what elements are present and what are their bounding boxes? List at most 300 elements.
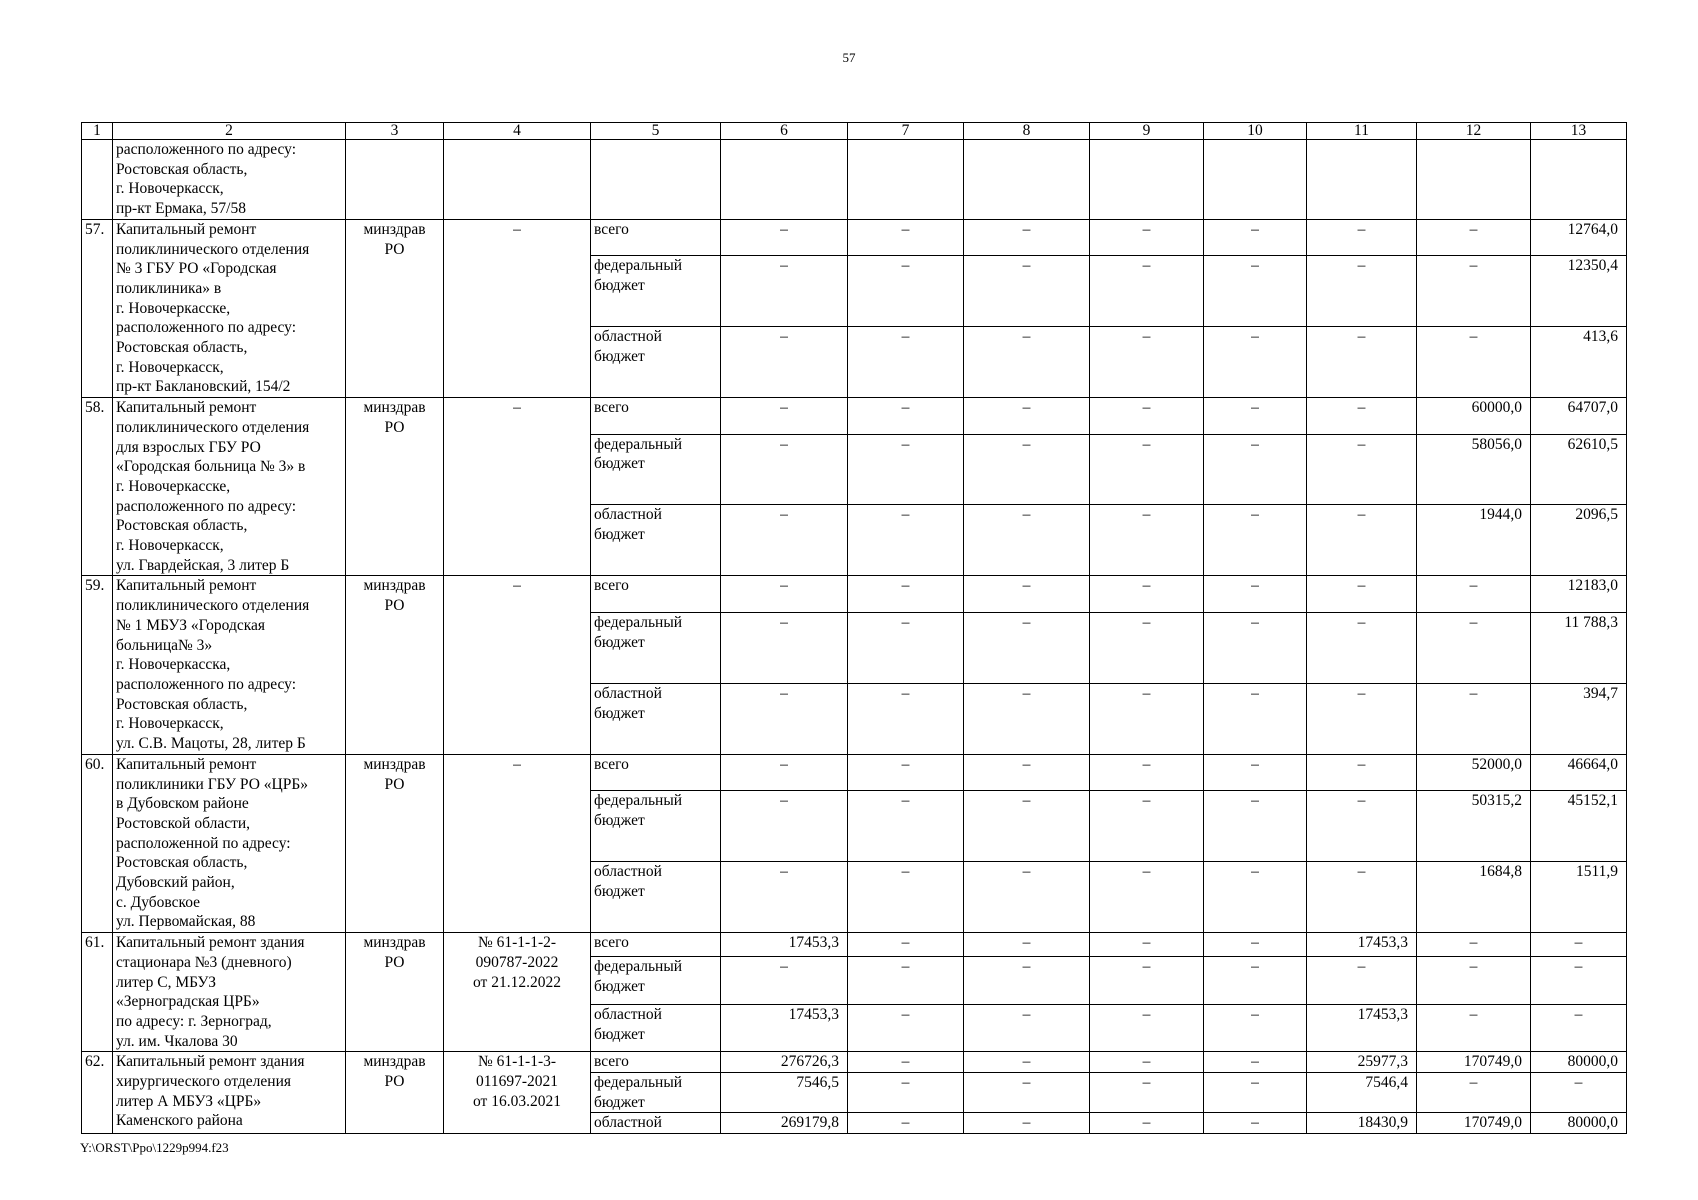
- amount-cell: –: [1090, 683, 1204, 754]
- document-cell: [444, 1052, 591, 1134]
- funding-source-line: всего: [594, 220, 629, 238]
- amount-cell: –: [1307, 576, 1417, 612]
- budget-table: [81, 122, 1627, 1134]
- funding-source-line: бюджет: [594, 704, 645, 722]
- amount-cell: –: [1417, 256, 1531, 327]
- document-line: 011697-2021: [475, 1073, 559, 1091]
- amount-cell: –: [1090, 434, 1204, 505]
- empty-cell: [444, 140, 591, 220]
- amount-cell: –: [721, 505, 848, 576]
- row-number-cell: 57.: [82, 219, 113, 397]
- amount-cell: –: [721, 957, 848, 1004]
- amount-cell: –: [1204, 1004, 1307, 1051]
- object-name-line: № 3 ГБУ РО «Городская: [116, 260, 277, 278]
- empty-cell: [1090, 140, 1204, 220]
- funding-source-cell: [591, 957, 721, 1004]
- amount-cell: 276726,3: [721, 1052, 848, 1073]
- responsible-cell: [346, 576, 444, 754]
- empty-cell: [848, 140, 964, 220]
- object-name-line: стационара №3 (дневного): [116, 953, 292, 971]
- object-name-cell: [113, 754, 346, 932]
- document-cell: [444, 933, 591, 1052]
- object-name-line: г. Новочеркасска,: [116, 656, 231, 674]
- amount-cell: –: [1307, 791, 1417, 862]
- funding-source-line: областной: [594, 863, 662, 881]
- amount-cell: –: [1204, 1113, 1307, 1134]
- funding-source-cell: [591, 754, 721, 790]
- amount-cell: –: [1204, 862, 1307, 933]
- amount-cell: 12764,0: [1531, 219, 1627, 255]
- object-name-line: Ростовская область,: [116, 339, 248, 357]
- funding-source-line: областной: [594, 1114, 662, 1132]
- amount-cell: –: [721, 862, 848, 933]
- header-cell: 9: [1090, 123, 1204, 140]
- row-number-cell: 58.: [82, 398, 113, 576]
- amount-cell: –: [1307, 398, 1417, 434]
- responsible-line: минздрав: [363, 577, 426, 595]
- responsible-cell: [346, 754, 444, 932]
- object-name-line: «Зерноградская ЦРБ»: [116, 993, 260, 1011]
- amount-cell: –: [848, 505, 964, 576]
- header-cell: 8: [964, 123, 1090, 140]
- amount-cell: –: [1090, 327, 1204, 398]
- amount-cell: –: [1417, 576, 1531, 612]
- funding-source-line: бюджет: [594, 347, 645, 365]
- object-name-line: Ростовской области,: [116, 814, 251, 832]
- amount-cell: –: [1204, 327, 1307, 398]
- header-cell: 3: [346, 123, 444, 140]
- empty-cell: [346, 140, 444, 220]
- amount-cell: –: [1090, 933, 1204, 957]
- amount-cell: –: [1090, 957, 1204, 1004]
- amount-cell: 394,7: [1531, 683, 1627, 754]
- responsible-cell: [346, 219, 444, 397]
- object-name-line: Дубовский район,: [116, 874, 235, 892]
- object-name-line: Ростовская область,: [116, 695, 248, 713]
- document-line: от 21.12.2022: [473, 973, 561, 991]
- amount-cell: –: [964, 957, 1090, 1004]
- amount-cell: –: [1204, 576, 1307, 612]
- document-line: от 16.03.2021: [473, 1092, 561, 1110]
- funding-source-line: всего: [594, 1053, 629, 1071]
- amount-cell: –: [848, 612, 964, 683]
- amount-cell: –: [964, 327, 1090, 398]
- amount-cell: –: [964, 862, 1090, 933]
- amount-cell: 17453,3: [1307, 933, 1417, 957]
- funding-source-cell: [591, 576, 721, 612]
- object-name-line: литер А МБУЗ «ЦРБ»: [116, 1092, 262, 1110]
- amount-cell: –: [721, 683, 848, 754]
- object-name-line: г. Новочеркасск,: [116, 715, 224, 733]
- funding-source-cell: [591, 505, 721, 576]
- funding-source-line: бюджет: [594, 1025, 645, 1043]
- object-name-line: поликлиника» в: [116, 279, 222, 297]
- amount-cell: –: [1204, 1073, 1307, 1113]
- funding-source-line: федеральный: [594, 792, 683, 810]
- amount-cell: –: [964, 683, 1090, 754]
- document-line: № 61-1-1-3-: [477, 1053, 557, 1071]
- responsible-line: РО: [384, 1073, 405, 1091]
- continuation-row: [82, 140, 1627, 220]
- amount-cell: –: [1531, 933, 1627, 957]
- amount-cell: –: [1204, 791, 1307, 862]
- object-name-line: больница№ 3»: [116, 636, 213, 654]
- amount-cell: 7546,4: [1307, 1073, 1417, 1113]
- object-name-line: ул. Первомайская, 88: [116, 913, 256, 931]
- document-cell: [444, 398, 591, 576]
- amount-cell: –: [721, 256, 848, 327]
- amount-cell: 7546,5: [721, 1073, 848, 1113]
- amount-cell: –: [1307, 219, 1417, 255]
- amount-cell: –: [964, 1052, 1090, 1073]
- object-name-line: Капитальный ремонт здания: [116, 934, 305, 952]
- amount-cell: –: [1090, 219, 1204, 255]
- row-number-cell: [82, 140, 113, 220]
- amount-cell: –: [1417, 327, 1531, 398]
- amount-cell: –: [1204, 754, 1307, 790]
- amount-cell: –: [1307, 957, 1417, 1004]
- funding-source-cell: [591, 1052, 721, 1073]
- amount-cell: 12350,4: [1531, 256, 1627, 327]
- amount-cell: –: [848, 1073, 964, 1113]
- document-line: –: [513, 220, 521, 238]
- amount-cell: –: [1417, 933, 1531, 957]
- amount-cell: –: [964, 612, 1090, 683]
- object-name-line: Капитальный ремонт: [116, 755, 257, 773]
- document-cell: [444, 576, 591, 754]
- funding-source-line: федеральный: [594, 435, 683, 453]
- amount-cell: –: [848, 957, 964, 1004]
- responsible-cell: [346, 933, 444, 1052]
- amount-cell: 80000,0: [1531, 1113, 1627, 1134]
- header-cell: 6: [721, 123, 848, 140]
- amount-cell: 60000,0: [1417, 398, 1531, 434]
- amount-cell: –: [964, 933, 1090, 957]
- amount-cell: –: [721, 612, 848, 683]
- amount-cell: –: [1090, 1113, 1204, 1134]
- funding-source-cell: [591, 612, 721, 683]
- responsible-line: РО: [384, 240, 405, 258]
- empty-cell: [1417, 140, 1531, 220]
- funding-source-line: бюджет: [594, 882, 645, 900]
- amount-cell: –: [964, 398, 1090, 434]
- funding-source-cell: [591, 791, 721, 862]
- amount-cell: –: [848, 327, 964, 398]
- responsible-line: минздрав: [363, 1053, 426, 1071]
- amount-cell: –: [848, 434, 964, 505]
- amount-cell: –: [848, 576, 964, 612]
- amount-cell: 12183,0: [1531, 576, 1627, 612]
- funding-source-line: областной: [594, 506, 662, 524]
- responsible-line: минздрав: [363, 220, 426, 238]
- empty-cell: [1204, 140, 1307, 220]
- funding-source-cell: [591, 683, 721, 754]
- amount-cell: –: [1090, 1073, 1204, 1113]
- object-name-line: с. Дубовское: [116, 893, 201, 911]
- funding-source-line: всего: [594, 934, 629, 952]
- object-name-line: литер С, МБУЗ: [116, 973, 217, 991]
- amount-cell: 50315,2: [1417, 791, 1531, 862]
- header-cell: 2: [113, 123, 346, 140]
- object-name-line: расположенной по адресу:: [116, 834, 291, 852]
- header-cell: 7: [848, 123, 964, 140]
- funding-source-cell: [591, 933, 721, 957]
- object-name-line: пр-кт Баклановский, 154/2: [116, 378, 291, 396]
- object-name-cell: [113, 219, 346, 397]
- object-name-line: Капитальный ремонт: [116, 399, 257, 417]
- amount-cell: 52000,0: [1417, 754, 1531, 790]
- funding-source-cell: [591, 327, 721, 398]
- funding-source-line: федеральный: [594, 1074, 683, 1092]
- amount-cell: 25977,3: [1307, 1052, 1417, 1073]
- table-body: [82, 123, 1627, 1134]
- object-name-line: «Городская больница № 3» в: [116, 458, 306, 476]
- amount-cell: –: [721, 434, 848, 505]
- funding-source-line: федеральный: [594, 613, 683, 631]
- object-name-line: пр-кт Ермака, 57/58: [116, 200, 246, 218]
- funding-source-line: бюджет: [594, 455, 645, 473]
- funding-source-line: всего: [594, 399, 629, 417]
- responsible-cell: [346, 1052, 444, 1134]
- row-number-cell: 59.: [82, 576, 113, 754]
- amount-cell: 170749,0: [1417, 1052, 1531, 1073]
- amount-cell: –: [1204, 933, 1307, 957]
- table-row: [82, 1052, 1627, 1073]
- funding-source-line: бюджет: [594, 1093, 645, 1111]
- header-cell: 10: [1204, 123, 1307, 140]
- object-name-line: Капитальный ремонт здания: [116, 1053, 305, 1071]
- amount-cell: –: [1531, 957, 1627, 1004]
- object-name-line: расположенного по адресу:: [116, 675, 296, 693]
- amount-cell: 46664,0: [1531, 754, 1627, 790]
- amount-cell: –: [1307, 683, 1417, 754]
- amount-cell: –: [1417, 683, 1531, 754]
- amount-cell: 58056,0: [1417, 434, 1531, 505]
- amount-cell: –: [1307, 862, 1417, 933]
- funding-source-cell: [591, 256, 721, 327]
- object-name-line: Капитальный ремонт: [116, 577, 257, 595]
- amount-cell: –: [848, 1113, 964, 1134]
- responsible-line: минздрав: [363, 934, 426, 952]
- header-cell: 5: [591, 123, 721, 140]
- amount-cell: 17453,3: [721, 933, 848, 957]
- header-cell: 4: [444, 123, 591, 140]
- object-name-line: г. Новочеркасске,: [116, 299, 231, 317]
- responsible-line: минздрав: [363, 399, 426, 417]
- amount-cell: –: [1531, 1004, 1627, 1051]
- table-row: [82, 576, 1627, 612]
- header-cell: 12: [1417, 123, 1531, 140]
- object-name-line: Ростовская область,: [116, 160, 248, 178]
- amount-cell: –: [848, 256, 964, 327]
- object-name-line: г. Новочеркасск,: [116, 180, 224, 198]
- amount-cell: –: [1090, 1004, 1204, 1051]
- object-name-cell: [113, 933, 346, 1052]
- amount-cell: 1944,0: [1417, 505, 1531, 576]
- page-number: 57: [842, 50, 856, 65]
- empty-cell: [1307, 140, 1417, 220]
- funding-source-line: областной: [594, 328, 662, 346]
- funding-source-line: бюджет: [594, 811, 645, 829]
- header-row: [82, 123, 1627, 140]
- amount-cell: 80000,0: [1531, 1052, 1627, 1073]
- object-name-line: ул. им. Чкалова 30: [116, 1032, 238, 1050]
- amount-cell: –: [1417, 1073, 1531, 1113]
- object-name-line: ул. Гвардейская, 3 литер Б: [116, 556, 290, 574]
- amount-cell: –: [1531, 1073, 1627, 1113]
- amount-cell: 269179,8: [721, 1113, 848, 1134]
- amount-cell: –: [964, 1073, 1090, 1113]
- object-name-line: ул. С.В. Мацоты, 28, литер Б: [116, 735, 306, 753]
- amount-cell: –: [1417, 219, 1531, 255]
- amount-cell: –: [848, 754, 964, 790]
- amount-cell: 413,6: [1531, 327, 1627, 398]
- object-name-line: по адресу: г. Зерноград,: [116, 1012, 272, 1030]
- amount-cell: –: [964, 256, 1090, 327]
- table-row: [82, 398, 1627, 434]
- object-name-line: г. Новочеркасск,: [116, 358, 224, 376]
- amount-cell: –: [1417, 612, 1531, 683]
- funding-source-cell: [591, 1073, 721, 1113]
- header-cell: 1: [82, 123, 113, 140]
- funding-source-line: федеральный: [594, 257, 683, 275]
- amount-cell: –: [1090, 256, 1204, 327]
- amount-cell: 2096,5: [1531, 505, 1627, 576]
- amount-cell: –: [848, 1004, 964, 1051]
- responsible-cell: [346, 398, 444, 576]
- object-name-line: хирургического отделения: [116, 1073, 291, 1091]
- amount-cell: –: [1204, 505, 1307, 576]
- amount-cell: –: [1090, 505, 1204, 576]
- amount-cell: 64707,0: [1531, 398, 1627, 434]
- amount-cell: –: [1090, 791, 1204, 862]
- amount-cell: –: [721, 219, 848, 255]
- responsible-line: РО: [384, 597, 405, 615]
- amount-cell: –: [1090, 576, 1204, 612]
- row-number-cell: 61.: [82, 933, 113, 1052]
- document-line: –: [513, 755, 521, 773]
- object-name-cell: [113, 1052, 346, 1134]
- amount-cell: 1684,8: [1417, 862, 1531, 933]
- amount-cell: –: [1307, 434, 1417, 505]
- amount-cell: –: [1090, 612, 1204, 683]
- amount-cell: –: [721, 576, 848, 612]
- amount-cell: –: [848, 791, 964, 862]
- amount-cell: –: [848, 862, 964, 933]
- funding-source-line: областной: [594, 684, 662, 702]
- document-cell: [444, 754, 591, 932]
- amount-cell: –: [1307, 612, 1417, 683]
- funding-source-line: всего: [594, 755, 629, 773]
- amount-cell: –: [1204, 1052, 1307, 1073]
- amount-cell: 18430,9: [1307, 1113, 1417, 1134]
- funding-source-line: областной: [594, 1005, 662, 1023]
- amount-cell: –: [721, 327, 848, 398]
- empty-cell: [964, 140, 1090, 220]
- funding-source-line: бюджет: [594, 276, 645, 294]
- amount-cell: –: [1417, 1004, 1531, 1051]
- row-number-cell: 62.: [82, 1052, 113, 1134]
- document-line: 090787-2022: [475, 953, 559, 971]
- amount-cell: –: [1204, 683, 1307, 754]
- amount-cell: –: [964, 1113, 1090, 1134]
- amount-cell: 17453,3: [1307, 1004, 1417, 1051]
- amount-cell: –: [848, 398, 964, 434]
- empty-cell: [591, 140, 721, 220]
- amount-cell: –: [721, 754, 848, 790]
- amount-cell: –: [721, 791, 848, 862]
- responsible-line: РО: [384, 418, 405, 436]
- object-name-line: Ростовская область,: [116, 517, 248, 535]
- table-row: [82, 933, 1627, 957]
- funding-source-cell: [591, 398, 721, 434]
- funding-source-cell: [591, 862, 721, 933]
- amount-cell: –: [1090, 1052, 1204, 1073]
- footer-file-path: Y:\ORST\Ppo\1229p994.f23: [80, 1140, 229, 1155]
- funding-source-line: бюджет: [594, 526, 645, 544]
- amount-cell: 17453,3: [721, 1004, 848, 1051]
- amount-cell: –: [848, 219, 964, 255]
- object-name-line: в Дубовском районе: [116, 795, 249, 813]
- object-name-line: поликлиники ГБУ РО «ЦРБ»: [116, 775, 308, 793]
- object-name-line: расположенного по адресу:: [116, 141, 296, 158]
- responsible-line: минздрав: [363, 755, 426, 773]
- amount-cell: –: [1090, 398, 1204, 434]
- funding-source-cell: [591, 1004, 721, 1051]
- funding-source-line: всего: [594, 577, 629, 595]
- document-line: –: [513, 577, 521, 595]
- amount-cell: –: [1417, 957, 1531, 1004]
- object-name-line: Ростовская область,: [116, 854, 248, 872]
- funding-source-line: бюджет: [594, 633, 645, 651]
- amount-cell: –: [1204, 957, 1307, 1004]
- amount-cell: 170749,0: [1417, 1113, 1531, 1134]
- amount-cell: –: [1204, 612, 1307, 683]
- object-name-line: поликлинического отделения: [116, 240, 310, 258]
- amount-cell: –: [964, 434, 1090, 505]
- responsible-line: РО: [384, 775, 405, 793]
- funding-source-cell: [591, 1113, 721, 1134]
- object-name-line: г. Новочеркасске,: [116, 477, 231, 495]
- header-cell: 11: [1307, 123, 1417, 140]
- amount-cell: 45152,1: [1531, 791, 1627, 862]
- funding-source-cell: [591, 434, 721, 505]
- amount-cell: 11 788,3: [1531, 612, 1627, 683]
- object-name-line: Капитальный ремонт: [116, 220, 257, 238]
- amount-cell: –: [1307, 256, 1417, 327]
- table-row: [82, 754, 1627, 790]
- amount-cell: –: [848, 683, 964, 754]
- amount-cell: –: [964, 576, 1090, 612]
- document-cell: [444, 219, 591, 397]
- amount-cell: –: [721, 398, 848, 434]
- amount-cell: –: [1204, 434, 1307, 505]
- amount-cell: –: [964, 791, 1090, 862]
- document-line: –: [513, 399, 521, 417]
- table-row: [82, 219, 1627, 255]
- object-name-line: поликлинического отделения: [116, 418, 310, 436]
- empty-cell: [721, 140, 848, 220]
- object-name-line: г. Новочеркасск,: [116, 537, 224, 555]
- amount-cell: –: [1307, 505, 1417, 576]
- object-name-line: для взрослых ГБУ РО: [116, 438, 261, 456]
- object-name-line: расположенного по адресу:: [116, 319, 296, 337]
- amount-cell: –: [1307, 754, 1417, 790]
- amount-cell: –: [1090, 754, 1204, 790]
- header-cell: 13: [1531, 123, 1627, 140]
- object-name-line: расположенного по адресу:: [116, 497, 296, 515]
- funding-source-line: бюджет: [594, 978, 645, 996]
